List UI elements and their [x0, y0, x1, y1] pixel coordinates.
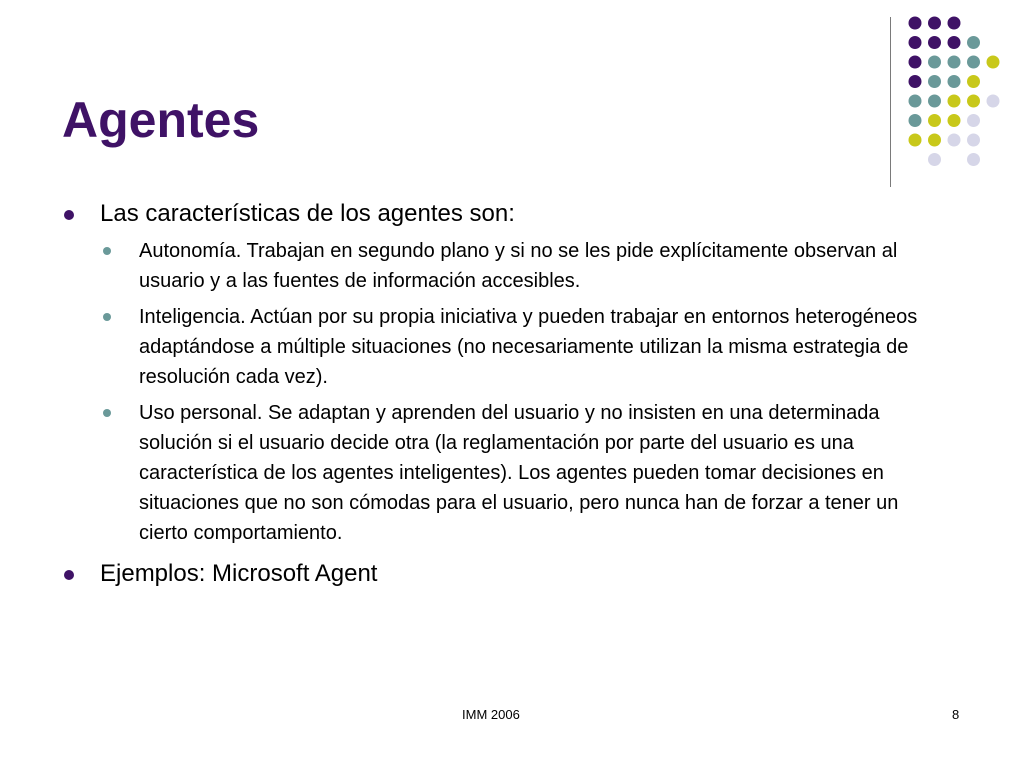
decorative-dot — [967, 134, 980, 147]
sub-bullet-text: Autonomía. Trabajan en segundo plano y si no se les pide explícitamente observan al usuario y a las fuentes de información accesibles. — [139, 240, 898, 292]
decorative-dot — [909, 75, 922, 88]
decorative-dot — [928, 56, 941, 69]
decorative-dot — [967, 95, 980, 108]
sub-bullet-dot-icon — [103, 409, 111, 417]
decorative-dot — [987, 95, 1000, 108]
decorative-dot — [909, 56, 922, 69]
decorative-dot — [928, 95, 941, 108]
decorative-dot — [928, 17, 941, 30]
decorative-dot — [948, 95, 961, 108]
bullet-item-1 — [62, 198, 962, 230]
decorative-dot — [909, 17, 922, 30]
sub-bullet-list — [62, 236, 962, 548]
decorative-dot — [909, 36, 922, 49]
page-number: 8 — [952, 707, 960, 722]
decorative-dot — [909, 134, 922, 147]
bullet-text: Las características de los agentes son: — [100, 200, 515, 227]
decorative-dot — [928, 75, 941, 88]
decorative-dot — [909, 114, 922, 127]
sub-bullet-dot-icon — [103, 247, 111, 255]
decorative-dot — [948, 56, 961, 69]
bullet-dot-icon — [64, 210, 74, 220]
decorative-dot — [948, 75, 961, 88]
decorative-dot — [967, 56, 980, 69]
decorative-dot — [967, 153, 980, 166]
sub-bullet-dot-icon — [103, 313, 111, 321]
decorative-dot — [967, 114, 980, 127]
decorative-dot-grid — [905, 14, 1005, 169]
slide-content — [62, 198, 962, 596]
sub-bullet-text: Uso personal. Se adaptan y aprenden del usuario y no insisten en una determinada solución si el usuario decide otra (la reglamentación por parte del usuario es una característica de los agentes inteligentes). Los agentes pueden tomar decisiones en situaciones que no son cómodas para el usuario, pero nunca han de forzar a tener un cierto comportamiento. — [139, 402, 899, 544]
decorative-dot — [948, 134, 961, 147]
sub-bullet-item-uso-personal — [62, 398, 949, 548]
decorative-dot — [948, 114, 961, 127]
bullet-text: Ejemplos: Microsoft Agent — [100, 560, 378, 587]
decorative-dot — [928, 153, 941, 166]
title-divider-line — [890, 17, 891, 187]
sub-bullet-text: Inteligencia. Actúan por su propia iniciativa y pueden trabajar en entornos heterogéneos adaptándose a múltiple situaciones (no necesariamente utilizan la misma estrategia de resolución cada vez). — [139, 306, 918, 388]
decorative-dot — [928, 134, 941, 147]
sub-bullet-item-inteligencia — [62, 302, 949, 392]
sub-bullet-item-autonomia — [62, 236, 949, 296]
decorative-dot — [928, 114, 941, 127]
decorative-dot — [967, 36, 980, 49]
decorative-dot — [928, 36, 941, 49]
bullet-item-2 — [62, 558, 962, 590]
decorative-dot — [909, 95, 922, 108]
decorative-dot — [948, 17, 961, 30]
decorative-dot — [948, 36, 961, 49]
decorative-dot — [967, 75, 980, 88]
bullet-dot-icon — [64, 570, 74, 580]
footer-text: IMM 2006 — [462, 707, 520, 722]
slide-title: Agentes — [62, 92, 260, 148]
decorative-dot — [987, 56, 1000, 69]
